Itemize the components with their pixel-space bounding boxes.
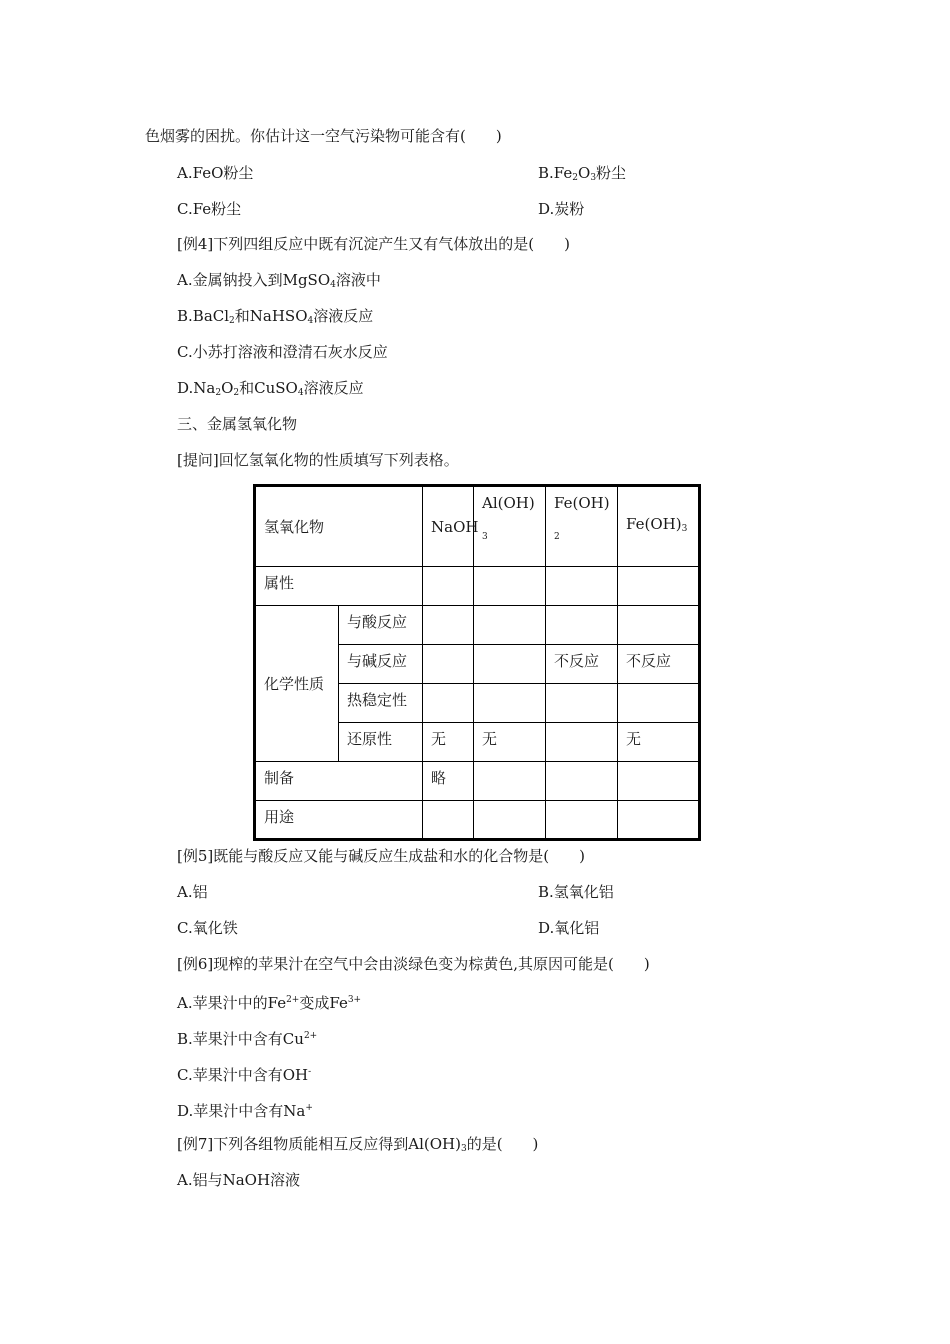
example6-option-b: B.苹果汁中含有$Cu^{2+}$ bbox=[177, 1030, 318, 1048]
option-c: C.Fe粉尘 bbox=[177, 200, 242, 218]
prompt-line: [提问]回忆氢氧化物的性质填写下列表格。 bbox=[177, 451, 459, 469]
example6-option-a: A.苹果汁中的$Fe^{2+}$变成$Fe^{3+}$ bbox=[177, 994, 362, 1012]
header-feoh2: Fe(OH) 2 bbox=[546, 486, 618, 567]
row-label-prep: 制备 bbox=[255, 762, 423, 801]
cell-reduce-naoh: 无 bbox=[423, 723, 474, 762]
table-cell bbox=[474, 645, 546, 684]
header-naoh: NaOH bbox=[423, 486, 474, 567]
table-corner-cell: 氢氧化物 bbox=[255, 486, 423, 567]
header-feoh3: $Fe(OH)_3$ bbox=[618, 486, 700, 567]
option-d: D.炭粉 bbox=[538, 200, 585, 218]
example4-option-c: C.小苏打溶液和澄清石灰水反应 bbox=[177, 343, 388, 361]
table-cell bbox=[546, 723, 618, 762]
example6-option-c: C.苹果汁中含有OH- bbox=[177, 1066, 312, 1084]
example6-stem: [例6]现榨的苹果汁在空气中会由淡绿色变为棕黄色,其原因可能是( ) bbox=[177, 955, 650, 973]
table-cell bbox=[546, 684, 618, 723]
table-cell bbox=[423, 606, 474, 645]
row-label-base: 与碱反应 bbox=[339, 645, 423, 684]
table-cell bbox=[474, 762, 546, 801]
example5-option-b: B.氢氧化铝 bbox=[538, 883, 614, 901]
table-cell bbox=[474, 606, 546, 645]
cell-reduce-aloh3: 无 bbox=[474, 723, 546, 762]
option-b: $B.Fe_2O_3$粉尘 bbox=[538, 164, 627, 183]
example5-stem: [例5]既能与酸反应又能与碱反应生成盐和水的化合物是( ) bbox=[177, 847, 585, 865]
table-cell bbox=[423, 567, 474, 606]
row-label-heat: 热稳定性 bbox=[339, 684, 423, 723]
cell-base-feoh2: 不反应 bbox=[546, 645, 618, 684]
header-aloh3: Al(OH) 3 bbox=[474, 486, 546, 567]
example7-stem: [例7]下列各组物质能相互反应得到$Al(OH)_3$的是( ) bbox=[177, 1135, 539, 1154]
row-label-use: 用途 bbox=[255, 801, 423, 840]
table-cell bbox=[618, 684, 700, 723]
cell-base-feoh3: 不反应 bbox=[618, 645, 700, 684]
example7-option-a: A.铝与NaOH溶液 bbox=[177, 1171, 301, 1189]
example4-option-d: $D.Na_2O_2$和CuSO$_4$溶液反应 bbox=[177, 379, 364, 398]
cell-prep-naoh: 略 bbox=[423, 762, 474, 801]
table-row bbox=[255, 567, 700, 606]
option-a: A.FeO粉尘 bbox=[177, 164, 254, 182]
table-cell bbox=[546, 567, 618, 606]
table-cell bbox=[618, 801, 700, 840]
row-label-acid: 与酸反应 bbox=[339, 606, 423, 645]
section-heading: 三、金属氢氧化物 bbox=[177, 415, 298, 433]
cell-reduce-feoh3: 无 bbox=[618, 723, 700, 762]
table-header-row bbox=[255, 486, 700, 567]
table-cell bbox=[546, 606, 618, 645]
table-cell bbox=[423, 645, 474, 684]
table-cell bbox=[423, 801, 474, 840]
table-cell bbox=[474, 684, 546, 723]
example5-option-a: A.铝 bbox=[177, 883, 208, 901]
table-row bbox=[255, 606, 700, 645]
example4-stem: [例4]下列四组反应中既有沉淀产生又有气体放出的是( ) bbox=[177, 235, 570, 253]
table-cell bbox=[546, 762, 618, 801]
table-row bbox=[255, 801, 700, 840]
example5-option-c: C.氧化铁 bbox=[177, 919, 238, 937]
row-group-chem: 化学性质 bbox=[255, 606, 339, 762]
question-stem-tail: 色烟雾的困扰。你估计这一空气污染物可能含有( ) bbox=[145, 127, 502, 145]
row-label-reduce: 还原性 bbox=[339, 723, 423, 762]
table-cell bbox=[546, 801, 618, 840]
table-cell bbox=[474, 801, 546, 840]
table-cell bbox=[618, 606, 700, 645]
table-row bbox=[255, 762, 700, 801]
row-label-attr: 属性 bbox=[255, 567, 423, 606]
table-cell bbox=[618, 567, 700, 606]
example4-option-a: A.金属钠投入到MgSO$_4$溶液中 bbox=[177, 271, 381, 290]
example4-option-b: B.BaCl$_2$和NaHSO$_4$溶液反应 bbox=[177, 307, 374, 326]
table-cell bbox=[618, 762, 700, 801]
example6-option-d: D.苹果汁中含有Na+ bbox=[177, 1102, 313, 1120]
table-cell bbox=[474, 567, 546, 606]
example5-option-d: D.氧化铝 bbox=[538, 919, 600, 937]
hydroxide-properties-table bbox=[253, 484, 701, 841]
table-cell bbox=[423, 684, 474, 723]
